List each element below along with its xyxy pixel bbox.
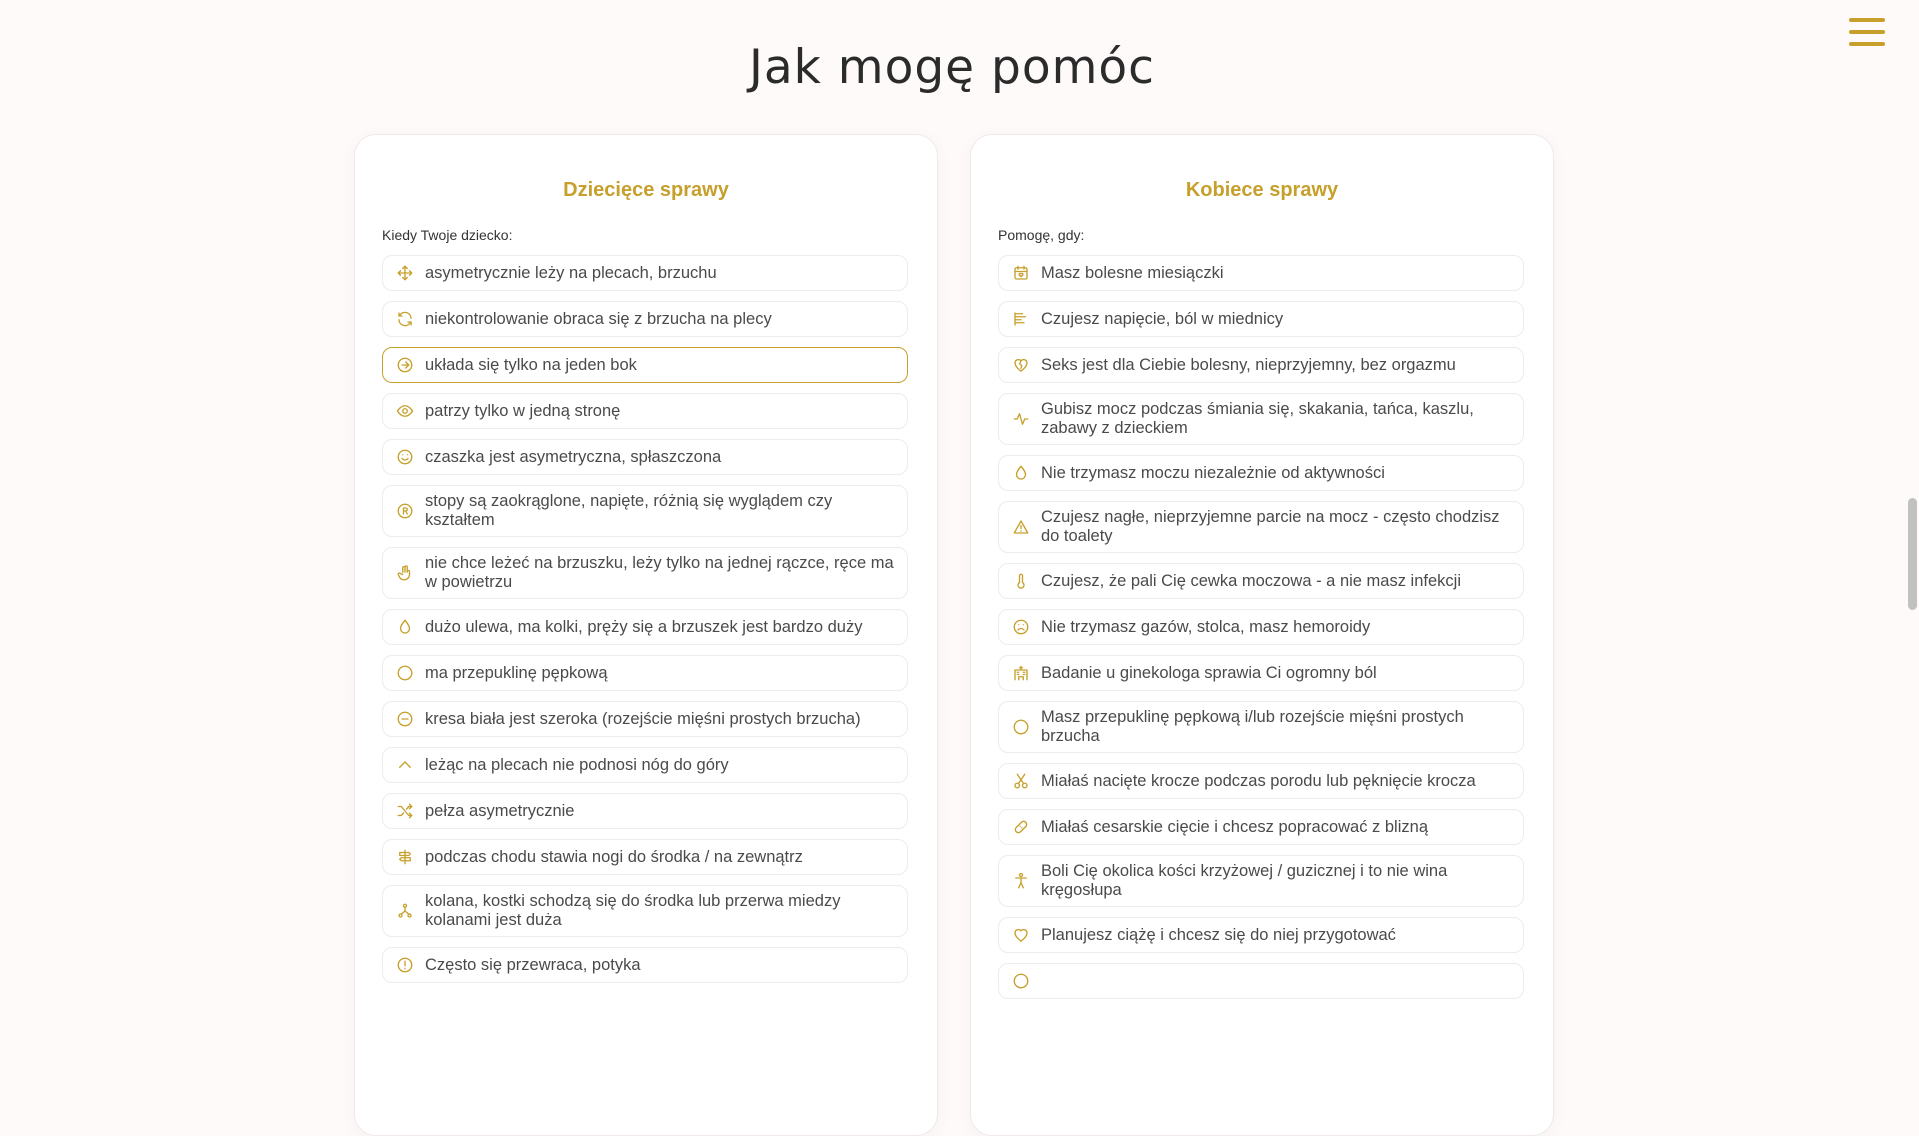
children-list-item[interactable] bbox=[382, 347, 908, 383]
women-list bbox=[998, 255, 1524, 1009]
children-list-item[interactable] bbox=[382, 885, 908, 937]
children-card-title: Dziecięce sprawy bbox=[563, 179, 729, 201]
children-card-intro: Kiedy Twoje dziecko: bbox=[382, 227, 513, 243]
women-list-item[interactable] bbox=[998, 655, 1524, 691]
hand-icon bbox=[395, 563, 415, 583]
women-card-intro: Pomogę, gdy: bbox=[998, 227, 1085, 243]
women-list-item-label: Czujesz, że pali Cię cewka moczowa - a nie masz infekcji bbox=[1041, 571, 1461, 590]
frown-icon bbox=[1011, 617, 1031, 637]
women-list-item-label: Czujesz nagłe, nieprzyjemne parcie na mocz - często chodzisz do toalety bbox=[1041, 508, 1500, 545]
chevron-up-icon bbox=[395, 755, 415, 775]
registered-icon bbox=[395, 501, 415, 521]
women-list-item-label: Miałaś cesarskie cięcie i chcesz popracować z blizną bbox=[1041, 817, 1428, 836]
women-list-item[interactable] bbox=[998, 917, 1524, 953]
women-list-item-label: Czujesz napięcie, ból w miednicy bbox=[1041, 309, 1284, 328]
alert-circle-icon bbox=[395, 955, 415, 975]
droplet-icon bbox=[1011, 463, 1031, 483]
women-list-item-label: Badanie u ginekologa sprawia Ci ogromny ból bbox=[1041, 663, 1377, 682]
children-list-item-label: patrzy tylko w jedną stronę bbox=[425, 401, 621, 420]
hospital-icon bbox=[1011, 663, 1031, 683]
children-list-item[interactable] bbox=[382, 439, 908, 475]
children-list-item-label: kolana, kostki schodzą się do środka lub przerwa miedzy kolanami jest duża bbox=[425, 892, 841, 929]
women-list-item[interactable] bbox=[998, 855, 1524, 907]
children-list-item-label: podczas chodu stawia nogi do środka / na zewnątrz bbox=[425, 847, 803, 866]
children-list-item[interactable] bbox=[382, 839, 908, 875]
heart-icon bbox=[1011, 925, 1031, 945]
women-list-item-label: Seks jest dla Ciebie bolesny, nieprzyjemny, bez orgazmu bbox=[1041, 355, 1456, 374]
women-card bbox=[970, 134, 1554, 1136]
children-list-item-label: układa się tylko na jeden bok bbox=[425, 355, 637, 374]
children-list-item[interactable] bbox=[382, 393, 908, 429]
children-list-item-label: dużo ulewa, ma kolki, pręży się a brzuszek jest bardzo duży bbox=[425, 617, 863, 636]
smile-icon bbox=[395, 447, 415, 467]
women-list-item[interactable] bbox=[998, 255, 1524, 291]
children-list-item[interactable] bbox=[382, 655, 908, 691]
warning-icon bbox=[1011, 517, 1031, 537]
eye-icon bbox=[395, 401, 415, 421]
women-list-item[interactable] bbox=[998, 563, 1524, 599]
children-list-item-label: niekontrolowanie obraca się z brzucha na plecy bbox=[425, 309, 772, 328]
scissors-icon bbox=[1011, 771, 1031, 791]
children-list-item[interactable] bbox=[382, 609, 908, 645]
women-list-item[interactable] bbox=[998, 301, 1524, 337]
women-list-item[interactable] bbox=[998, 609, 1524, 645]
rotate-icon bbox=[395, 309, 415, 329]
women-list-item[interactable] bbox=[998, 963, 1524, 999]
women-list-item[interactable] bbox=[998, 701, 1524, 753]
thermometer-icon bbox=[1011, 571, 1031, 591]
bars-icon bbox=[1011, 309, 1031, 329]
activity-icon bbox=[1011, 409, 1031, 429]
circle-icon bbox=[395, 663, 415, 683]
children-list-item-label: Często się przewraca, potyka bbox=[425, 955, 641, 974]
scrollbar[interactable] bbox=[1906, 0, 1919, 1079]
circle-icon bbox=[1011, 717, 1031, 737]
circle-icon bbox=[1011, 971, 1031, 991]
arrow-right-circle-icon bbox=[395, 355, 415, 375]
women-list-item-label: Planujesz ciążę i chcesz się do niej przygotować bbox=[1041, 925, 1396, 944]
women-list-item-label: Nie trzymasz moczu niezależnie od aktywności bbox=[1041, 463, 1385, 482]
children-list-item-label: stopy są zaokrąglone, napięte, różnią się wyglądem czy kształtem bbox=[425, 492, 833, 529]
women-list-item-label: Masz przepuklinę pępkową i/lub rozejście mięśni prostych brzucha bbox=[1041, 708, 1464, 745]
women-list-item[interactable] bbox=[998, 501, 1524, 553]
children-list-item-label: pełza asymetrycznie bbox=[425, 801, 575, 820]
page-title: Jak mogę pomóc bbox=[748, 40, 1156, 95]
children-list-item-label: leżąc na plecach nie podnosi nóg do góry bbox=[425, 755, 729, 774]
women-list-item[interactable] bbox=[998, 809, 1524, 845]
network-icon bbox=[395, 901, 415, 921]
move-icon bbox=[395, 263, 415, 283]
children-list-item[interactable] bbox=[382, 747, 908, 783]
women-list-item[interactable] bbox=[998, 393, 1524, 445]
children-list-item[interactable] bbox=[382, 485, 908, 537]
women-list-item[interactable] bbox=[998, 347, 1524, 383]
hamburger-menu-icon[interactable] bbox=[1849, 18, 1885, 46]
children-list-item[interactable] bbox=[382, 701, 908, 737]
children-list-item[interactable] bbox=[382, 793, 908, 829]
women-list-item-label: Gubisz mocz podczas śmiania się, skakania, tańca, kaszlu, zabawy z dzieckiem bbox=[1041, 400, 1474, 437]
children-list-item-label: czaszka jest asymetryczna, spłaszczona bbox=[425, 447, 722, 466]
women-list-item-label: Boli Cię okolica kości krzyżowej / guzicznej i to nie wina kręgosłupa bbox=[1041, 862, 1448, 899]
women-card-title: Kobiece sprawy bbox=[1185, 179, 1339, 201]
person-icon bbox=[1011, 871, 1031, 891]
children-list-item-label: nie chce leżeć na brzuszku, leży tylko na jednej rączce, ręce ma w powietrzu bbox=[425, 554, 894, 591]
children-card bbox=[354, 134, 938, 1136]
signpost-icon bbox=[395, 847, 415, 867]
children-list-item-label: asymetrycznie leży na plecach, brzuchu bbox=[425, 263, 717, 282]
children-list-item[interactable] bbox=[382, 547, 908, 599]
calendar-icon bbox=[1011, 263, 1031, 283]
women-list-item[interactable] bbox=[998, 763, 1524, 799]
children-list-item[interactable] bbox=[382, 255, 908, 291]
children-list-item[interactable] bbox=[382, 301, 908, 337]
children-list-item-label: ma przepuklinę pępkową bbox=[425, 663, 608, 682]
children-list-item-label: kresa biała jest szeroka (rozejście mięśni prostych brzucha) bbox=[425, 709, 861, 728]
children-list-item[interactable] bbox=[382, 947, 908, 983]
bandage-icon bbox=[1011, 817, 1031, 837]
shuffle-icon bbox=[395, 801, 415, 821]
droplet-icon bbox=[395, 617, 415, 637]
women-list-item-label: Masz bolesne miesiączki bbox=[1041, 263, 1224, 282]
minus-circle-icon bbox=[395, 709, 415, 729]
scrollbar-thumb[interactable] bbox=[1908, 498, 1917, 610]
women-list-item-label: Nie trzymasz gazów, stolca, masz hemoroidy bbox=[1041, 617, 1371, 636]
women-list-item-label: Miałaś nacięte krocze podczas porodu lub pęknięcie krocza bbox=[1041, 771, 1476, 790]
women-list-item[interactable] bbox=[998, 455, 1524, 491]
children-list bbox=[382, 255, 908, 993]
heart-crack-icon bbox=[1011, 355, 1031, 375]
